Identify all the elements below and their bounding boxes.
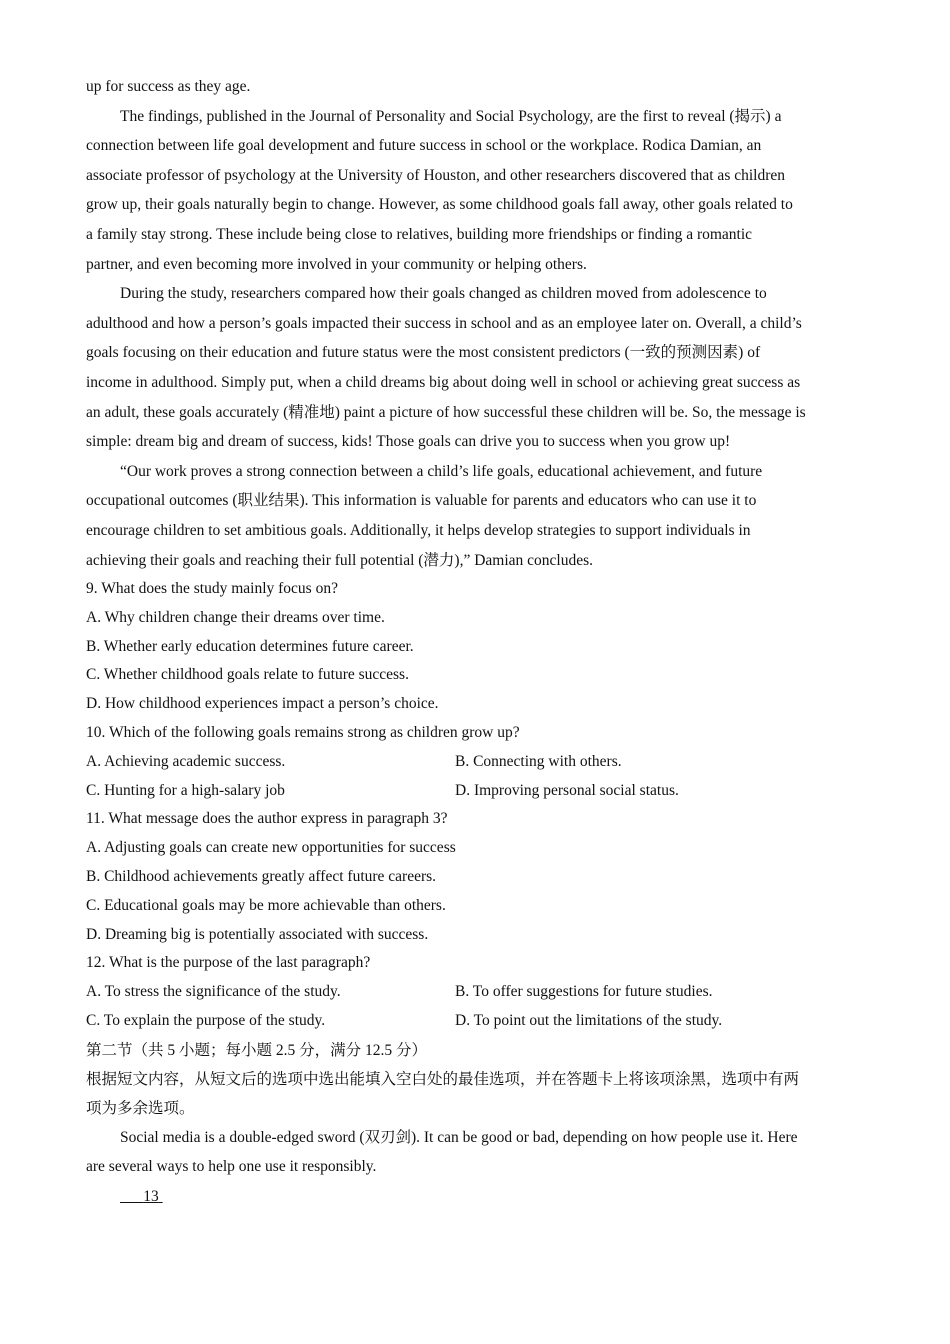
question-12-stem: 12. What is the purpose of the last paragraph? xyxy=(86,954,371,972)
passage-line: simple: dream big and dream of success, kids! Those goals can drive you to success when you grow up! xyxy=(86,433,731,451)
question-12-option-a: A. To stress the significance of the study. xyxy=(86,983,341,1001)
question-12-options-row xyxy=(86,978,868,1007)
question-10-stem: 10. Which of the following goals remains strong as children grow up? xyxy=(86,724,520,742)
passage-line: “Our work proves a strong connection between a child’s life goals, educational achievement, and future xyxy=(120,462,763,480)
passage-line: During the study, researchers compared how their goals changed as children moved from adolescence to xyxy=(120,285,767,303)
question-12-options-row xyxy=(86,1007,868,1036)
passage-line: achieving their goals and reaching their full potential (潜力),” Damian concludes. xyxy=(86,551,594,569)
question-12-option-b: B. To offer suggestions for future studies. xyxy=(455,983,713,1001)
question-9-option-a: A. Why children change their dreams over time. xyxy=(86,608,385,626)
passage-line: grow up, their goals naturally begin to change. However, as some childhood goals fall away, other goals related to xyxy=(86,196,793,214)
question-10-option-b: B. Connecting with others. xyxy=(455,752,622,770)
question-10-options-row xyxy=(86,777,868,806)
question-10-option-c: C. Hunting for a high-salary job xyxy=(86,781,285,799)
question-9-stem: 9. What does the study mainly focus on? xyxy=(86,580,338,598)
blank-13-line xyxy=(86,1182,868,1212)
passage-line: adulthood and how a person’s goals impacted their success in school and as an employee later on. Overall, a child’s xyxy=(86,314,802,332)
blank-13-label: 13 xyxy=(143,1188,159,1206)
exam-page xyxy=(86,72,868,1212)
question-12-option-c: C. To explain the purpose of the study. xyxy=(86,1012,326,1030)
question-11-option-b: B. Childhood achievements greatly affect future careers. xyxy=(86,868,437,886)
question-9-option-b: B. Whether early education determines future career. xyxy=(86,637,414,655)
question-10-options-row xyxy=(86,748,868,777)
passage-line: partner, and even becoming more involved in your community or helping others. xyxy=(86,255,587,273)
passage-line: up for success as they age. xyxy=(86,78,251,95)
section-2-text-line: are several ways to help one use it responsibly. xyxy=(86,1158,377,1176)
question-11-option-c: C. Educational goals may be more achievable than others. xyxy=(86,896,446,914)
passage-line: The findings, published in the Journal of Personality and Social Psychology, are the first to reveal (揭示) a xyxy=(120,107,782,125)
passage-line: an adult, these goals accurately (精准地) paint a picture of how successful these children will be. So, the message is xyxy=(86,403,806,421)
passage-line: goals focusing on their education and future status were the most consistent predictors (一致的预测因素) of xyxy=(86,344,761,362)
section-2-heading: 第二节（共 5 小题；每小题 2.5 分，满分 12.5 分） xyxy=(86,1041,428,1059)
blank-13 xyxy=(86,1182,163,1212)
question-11-option-a: A. Adjusting goals can create new opportunities for success xyxy=(86,839,456,857)
passage-line: associate professor of psychology at the University of Houston, and other researchers discovered that as children xyxy=(86,166,786,184)
question-10-option-d: D. Improving personal social status. xyxy=(455,781,679,799)
question-10-option-a: A. Achieving academic success. xyxy=(86,752,286,770)
section-2-instruction-line: 项为多余选项。 xyxy=(86,1099,195,1117)
question-9-option-c: C. Whether childhood goals relate to future success. xyxy=(86,666,409,684)
section-2-instruction-line: 根据短文内容，从短文后的选项中选出能填入空白处的最佳选项，并在答题卡上将该项涂黑，选项中有两 xyxy=(86,1070,800,1088)
passage-line: occupational outcomes (职业结果). This information is valuable for parents and educators who can use it to xyxy=(86,492,757,510)
passage-line: encourage children to set ambitious goals. Additionally, it helps develop strategies to support individuals in xyxy=(86,521,751,539)
section-2-text-line: Social media is a double-edged sword (双刃剑). It can be good or bad, depending on how people use it. Here xyxy=(120,1128,798,1146)
passage-line: income in adulthood. Simply put, when a child dreams big about doing well in school or achieving great success as xyxy=(86,373,801,391)
passage-line: a family stay strong. These include being close to relatives, building more friendships or finding a romantic xyxy=(86,225,753,243)
question-12-option-d: D. To point out the limitations of the study. xyxy=(455,1012,723,1030)
question-9-option-d: D. How childhood experiences impact a person’s choice. xyxy=(86,695,439,713)
question-11-stem: 11. What message does the author express in paragraph 3? xyxy=(86,810,448,828)
passage-line: connection between life goal development and future success in school or the workplace. Rodica Damian, an xyxy=(86,137,762,155)
question-11-option-d: D. Dreaming big is potentially associated with success. xyxy=(86,925,429,943)
